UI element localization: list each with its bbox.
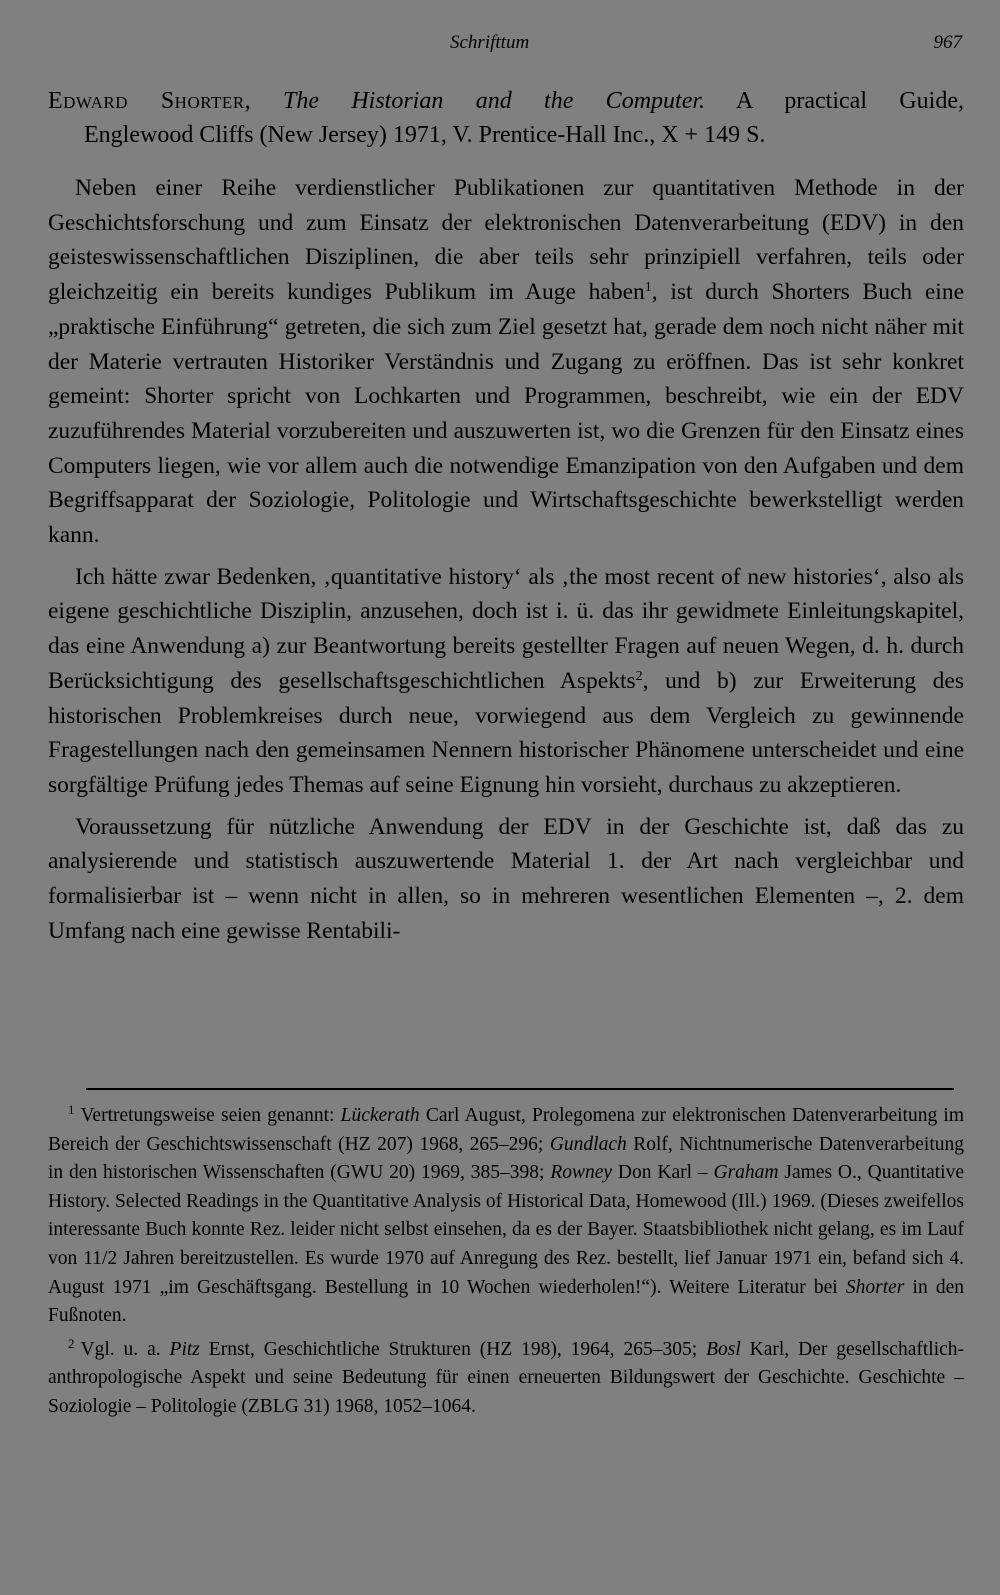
footnote-1-text: Rolf, Nichtnumerische Datenverarbeitung in den historischen Wissenschaften (GWU 20) 1969, 385–398; [48,1133,964,1184]
citation-line-1 [48,84,964,118]
footnote-1 [48,1102,964,1331]
footnote-1-text: James O., Quantitative History. Selected Readings in the Quantitative Analysis of Historical Data, Homewood (Ill.) 1969. (Dieses zweifellos interessante Buch konnte Rez. leider nicht selbst einsehen, da es der Bayer. Staatsbibliothek nicht gelang, es im Lauf von 1 [48,1162,965,1269]
footnote-author: Gundlach [549,1133,627,1155]
running-title: Schrifttum [450,32,530,53]
paragraph-2 [48,560,964,803]
footnote-1-fraction: 1/2 [92,1247,118,1269]
citation-publisher: Englewood Cliffs (New Jersey) 1971, V. Prentice-Hall Inc., X + 149 S. [84,122,766,148]
footnote-author: Pitz [169,1338,200,1360]
paragraph-1 [48,171,964,553]
review-body [48,171,964,948]
footnote-2 [48,1336,964,1422]
footnote-author: Rowney [550,1162,613,1184]
footnotes [48,1102,964,1422]
footnote-1-text: Carl August, Prolegomena zur elektronischen Datenverarbeitung im Bereich der Geschichtswissenschaft (HZ 207) 1968, 265–296; [48,1105,964,1155]
footnote-author: Bosl [706,1338,741,1360]
citation-title: The Historian and the Computer. [283,88,706,114]
footnote-1-text: Vertretungsweise seien genannt: [80,1105,341,1126]
page-number: 967 [933,32,962,53]
paragraph-2-text-a: Ich hätte zwar Bedenken, ‚quantitative history‘ als ‚the most recent of new histories‘, also als eigene geschichtliche Disziplin, anzusehen, doch ist i. ü. das ihr gewidmete Einleitungskapitel, das eine Anwendung a) zur Beantwortung bereits gestellter Fragen auf neuen Wegen, d. h. durch Berücksichtigung des gesellschaftsgeschichtlichen Aspekts [48,563,964,694]
citation-subtitle: A practical Guide, [705,88,964,114]
footnote-2-text: Vgl. u. a. [80,1338,170,1360]
footnote-ref-2: 2 [635,668,643,684]
paragraph-1-text-a: Neben einer Reihe verdienstlicher Publikationen zur quantitativen Methode in der Geschichtsforschung und zum Einsatz der elektronischen Datenverarbeitung (EDV) in den geisteswissenschaftlichen Disziplinen, die aber teils sehr prinzipiell verfahren, teils oder gleichzeitig ein bereits kundiges Publikum im Auge haben [48,175,964,306]
paragraph-2-text-b: , und b) zur Erweiterung des historischen Problemkreises durch neue, vorwiegend aus dem Vergleich zu gewinnende Fragestellungen nach den gemeinsamen Nennern historischer Phänomene unterscheidet und eine sorgfältige Prüfung jedes Themas auf seine Eignung hin vorsieht, durchaus zu akzeptieren. [48,667,964,798]
citation-author: Edward Shorter [48,88,245,114]
book-citation [48,84,964,152]
footnote-author: Shorter [845,1276,905,1298]
footnote-2-text: Karl, Der gesellschaftlich-anthropologische Aspekt und seine Bedeutung für einen erneuerten Bildungswert der Geschichte. Geschichte – Soziologie – Politologie (ZBLG 31) 1968, 1052–1064. [48,1338,965,1417]
footnote-2-text: Ernst, Geschichtliche Strukturen (HZ 198), 1964, 265–305; [199,1338,707,1360]
footnote-1-text: Don Karl – [612,1162,714,1184]
running-head [0,32,1000,62]
footnote-1-text: in den Fußnoten. [48,1276,964,1327]
paragraph-3: Voraussetzung für nützliche Anwendung der EDV in der Geschichte ist, daß das zu analysierende und statistisch auszuwertende Material 1. der Art nach vergleichbar und formalisierbar ist – wenn nicht in allen, so in mehreren wesentlichen Elementen –, 2. dem Umfang nach eine gewisse Rentabili- [48,813,964,944]
footnote-2-marker: 2 [68,1335,75,1351]
citation-separator: , [244,88,283,114]
paragraph-1-text-b: , ist durch Shorters Buch eine „praktische Einführung“ getreten, die sich zum Ziel gesetzt hat, gerade dem noch nicht näher mit der Materie vertrauten Historiker Verständnis und Zugang zu eröffnen. Das ist sehr konkret gemeint: Shorter spricht von Lochkarten und Programmen, beschreibt, wie ein der EDV zuzuführendes Material vorzubereiten und auszuwerten ist, wo die Grenzen für den Einsatz eines Computers liegen, wie vor allem auch die notwendige Emanzipation von den Aufgaben und dem Begriffsapparat der Soziologie, Politologie und Wirtschaftsgeschichte bewerkstelligt werden kann. [48,279,964,549]
footnote-ref-1: 1 [644,280,652,296]
footnote-1-text: Jahren bereitzustellen. Es wurde 1970 auf Anregung des Rez. bestellt, lief Januar 1971 ein, befand sich 4. August 1971 „im Geschäftsgang. Bestellung in 10 Wochen wiederholen!“). Weitere Literatur bei [48,1247,964,1298]
footnote-divider [86,1088,954,1090]
footnote-1-marker: 1 [68,1102,75,1117]
footnote-author: Lückerath [340,1105,420,1126]
footnote-author: Graham [713,1162,779,1184]
